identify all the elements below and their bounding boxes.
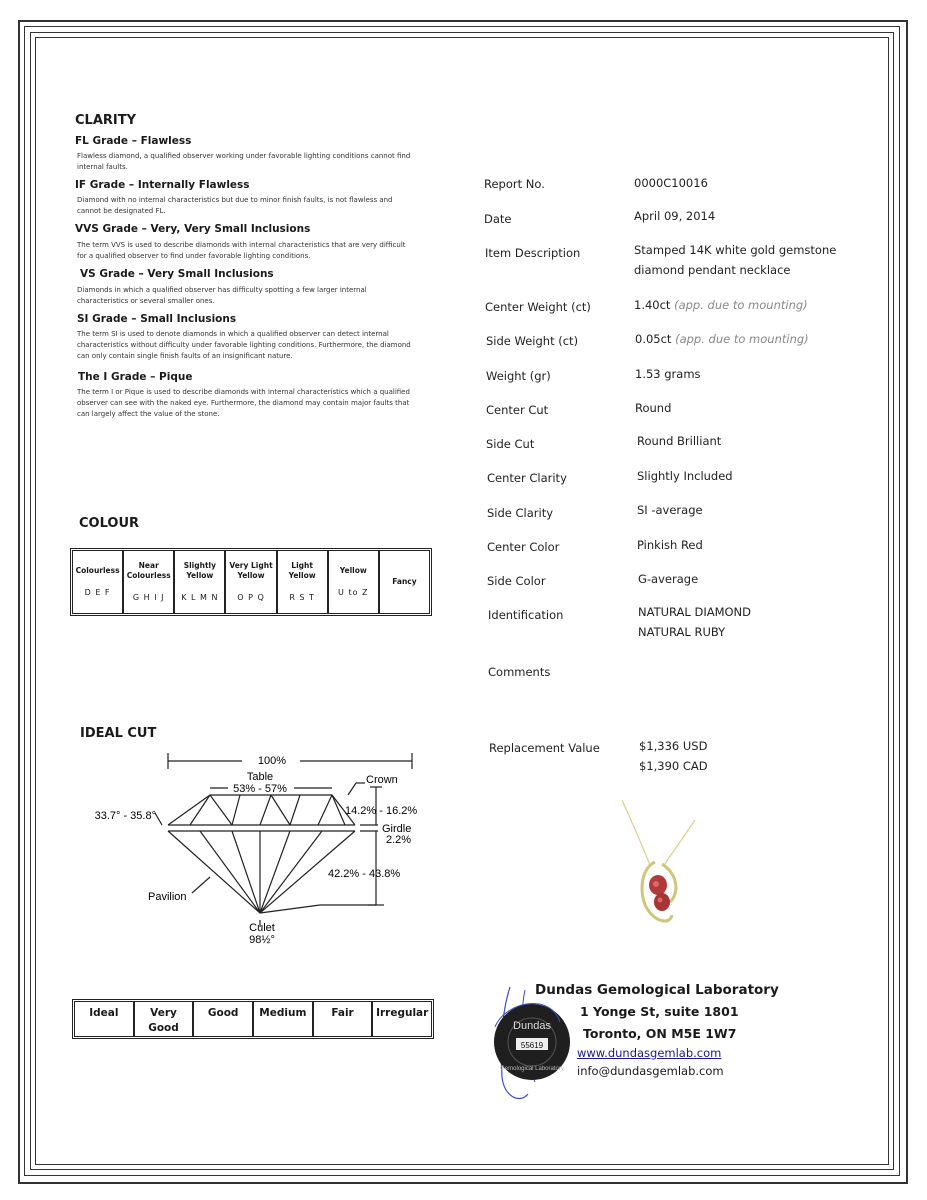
side-color-label: Side Color <box>487 574 546 588</box>
replacement-cad: $1,390 CAD <box>639 759 708 773</box>
girdle-value-label: 2.2% <box>386 834 412 846</box>
side-color-value: G-average <box>638 572 699 586</box>
grade-vs-heading: VS Grade – Very Small Inclusions <box>80 268 274 280</box>
colour-scale-table <box>70 548 432 616</box>
weight-gr-label: Weight (gr) <box>486 369 551 383</box>
side-weight-note: (app. due to mounting) <box>675 332 809 346</box>
colour-cell-code: G H I J <box>132 593 165 602</box>
lab-email[interactable]: info@dundasgemlab.com <box>577 1064 724 1078</box>
item-description-value-2: diamond pendant necklace <box>634 263 791 277</box>
center-color-label: Center Color <box>487 540 560 554</box>
lab-address-1: 1 Yonge St, suite 1801 <box>580 1004 739 1019</box>
colour-cell-name: Fancy <box>392 577 417 586</box>
grade-if-text: Diamond with no internal characteristics but due to minor finish faults, is not flawless and cannot be designated FL. <box>77 196 393 215</box>
table-label: Table <box>246 771 274 783</box>
width-label: 100% <box>257 755 287 767</box>
table-range-label: 53% - 57% <box>233 783 287 795</box>
culet-angle-label: 98½° <box>249 934 275 946</box>
colour-cell-code: R S T <box>289 593 315 602</box>
side-cut-label: Side Cut <box>486 437 535 451</box>
colour-cell <box>329 551 380 613</box>
seal-text: Dundas <box>513 1020 551 1032</box>
colour-cell-code: K L M N <box>181 593 219 602</box>
grade-vs-text: Diamonds in which a qualified observer has difficulty spotting a few larger internal characteristics or several smaller ones. <box>77 286 367 305</box>
replacement-value-label: Replacement Value <box>489 741 600 755</box>
grade-si-text: The term SI is used to denote diamonds in which a qualified observer can detect internal characteristics without difficulty under favorable lighting conditions. Furthermore, the diamond can only contain single finish faults of an insignificant nature. <box>77 330 411 360</box>
seal-number: 55619 <box>520 1041 544 1050</box>
culet-label: Culet <box>249 922 275 934</box>
seal-ring-text: Gemological Laboratory <box>500 1066 564 1072</box>
ideal-cut-title: IDEAL CUT <box>80 726 157 741</box>
colour-cell-name: Slightly Yellow <box>183 561 216 580</box>
colour-cell-name: Light Yellow <box>288 561 316 580</box>
center-cut-value: Round <box>635 401 672 415</box>
colour-cell <box>175 551 226 613</box>
cut-grade-cell: Fair <box>314 1002 374 1036</box>
colour-title: COLOUR <box>79 516 140 531</box>
side-cut-value: Round Brilliant <box>637 434 722 448</box>
weight-gr-value: 1.53 grams <box>635 367 701 381</box>
grade-vvs-heading: VVS Grade – Very, Very Small Inclusions <box>75 223 311 235</box>
clarity-title: CLARITY <box>75 113 137 128</box>
cut-grade-cell: Good <box>194 1002 254 1036</box>
colour-cell-name: Yellow <box>339 566 367 575</box>
girdle-label: Girdle <box>382 823 412 835</box>
cut-grade-cell: Very Good <box>135 1002 195 1036</box>
center-weight-label: Center Weight (ct) <box>485 300 591 314</box>
cut-grade-cell: Medium <box>254 1002 314 1036</box>
crown-height-label: 14.2% - 16.2% <box>345 805 418 817</box>
pavilion-depth-label: 42.2% - 43.8% <box>328 868 401 880</box>
side-clarity-label: Side Clarity <box>487 506 554 520</box>
colour-cell <box>226 551 277 613</box>
crown-angle-label: 33.7° - 35.8° <box>94 810 156 822</box>
identification-label: Identification <box>488 608 564 622</box>
diamond-diagram <box>60 745 460 955</box>
colour-cell-name: Colourless <box>75 566 120 575</box>
grade-vvs-text: The term VVS is used to describe diamonds with internal characteristics that are very difficult for a qualified observer to find under favorable lighting conditions. <box>77 241 406 260</box>
identification-value-2: NATURAL RUBY <box>638 625 726 639</box>
grade-fl-heading: FL Grade – Flawless <box>75 135 192 147</box>
side-weight-value: 0.05ct <box>635 332 672 346</box>
cut-grade-table <box>72 999 434 1039</box>
grade-fl-text: Flawless diamond, a qualified observer working under favorable lighting conditions cannot find internal faults. <box>77 152 411 171</box>
date-label: Date <box>484 212 512 226</box>
item-description-value: Stamped 14K white gold gemstone <box>634 243 837 257</box>
center-weight-note: (app. due to mounting) <box>674 298 808 312</box>
center-clarity-label: Center Clarity <box>487 471 567 485</box>
cut-grade-cell: Ideal <box>75 1002 135 1036</box>
colour-cell <box>124 551 175 613</box>
lab-website-link[interactable]: www.dundasgemlab.com <box>577 1046 722 1060</box>
colour-cell-code: O P Q <box>237 593 265 602</box>
colour-cell-code: U to Z <box>338 588 369 597</box>
pendant-photo <box>600 790 710 940</box>
center-weight-value: 1.40ct <box>634 298 671 312</box>
replacement-usd: $1,336 USD <box>639 739 708 753</box>
pavilion-label: Pavilion <box>148 891 187 903</box>
colour-cell <box>380 551 429 613</box>
report-no-value: 0000C10016 <box>634 176 708 190</box>
side-weight-label: Side Weight (ct) <box>486 334 579 348</box>
lab-address-2: Toronto, ON M5E 1W7 <box>583 1026 737 1041</box>
grade-i-text: The term I or Pique is used to describe diamonds with internal characteristics which a qualified observer can see with the naked eye. Furthermore, the diamond may contain major faults that can largely affect the value of the stone. <box>77 388 410 418</box>
center-clarity-value: Slightly Included <box>637 469 733 483</box>
grade-si-heading: SI Grade – Small Inclusions <box>77 313 237 325</box>
cut-grade-cell: Irregular <box>376 1007 429 1019</box>
grade-if-heading: IF Grade – Internally Flawless <box>75 179 250 191</box>
lab-seal <box>480 982 575 1107</box>
date-value: April 09, 2014 <box>634 209 716 223</box>
side-clarity-value: SI -average <box>637 503 703 517</box>
identification-value: NATURAL DIAMOND <box>638 605 752 619</box>
lab-name: Dundas Gemological Laboratory <box>535 982 779 998</box>
colour-cell-code: D E F <box>84 588 111 597</box>
colour-cell <box>73 551 124 613</box>
colour-cell <box>278 551 329 613</box>
center-color-value: Pinkish Red <box>637 538 703 552</box>
report-no-label: Report No. <box>484 177 545 191</box>
crown-label: Crown <box>366 774 398 786</box>
center-cut-label: Center Cut <box>486 403 549 417</box>
grade-i-heading: The I Grade – Pique <box>78 371 193 383</box>
colour-cell-name: Very Light Yellow <box>229 561 273 580</box>
item-description-label: Item Description <box>485 246 581 260</box>
comments-label: Comments <box>488 665 551 679</box>
colour-cell-name: Near Colourless <box>126 561 171 580</box>
